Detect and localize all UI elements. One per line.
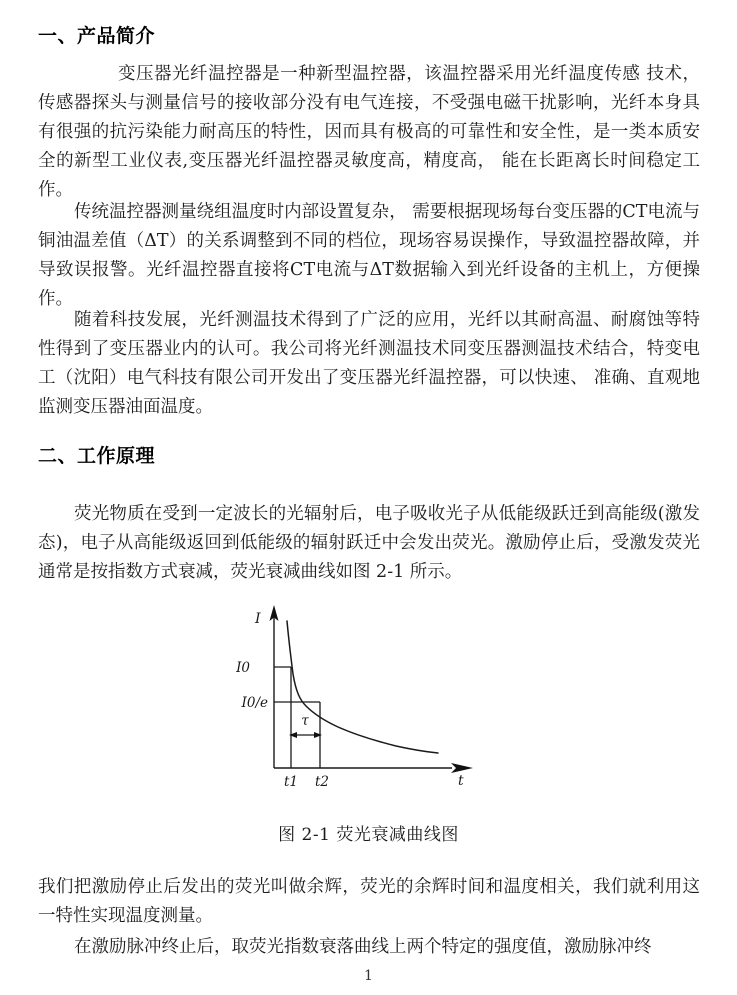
tau-arrow-left-icon	[289, 732, 297, 738]
x-tick-label-t2: t2	[314, 774, 330, 790]
paragraph-product-intro-1: 变压器光纤温控器是一种新型温控器，该温控器采用光纤温度传感 技术，传感器探头与测量信号的接收部分没有电气连接，不受强电磁干扰影响，光纤本身具有很强的抗污染能力耐高压的特性，因而具有极高的可靠性和安全性，是一类本质安全的新型工业仪表,变压器光纤温控器灵敏度高，精度高， 能在长距离长时间稳定工作。	[38, 63, 700, 200]
decay-curve-plot	[0, 588, 737, 828]
y-axis-label: I	[255, 611, 261, 627]
exponential-decay-curve	[287, 621, 438, 753]
paragraph-working-principle-3: 在激励脉冲终止后，取荧光指数衰落曲线上两个特定的强度值，激励脉冲终	[74, 936, 652, 957]
y-tick-label-I0-over-e: I0/e	[241, 695, 268, 711]
page-number: 1	[364, 968, 373, 984]
paragraph-working-principle-2: 我们把激励停止后发出的荧光叫做余辉，荧光的余辉时间和温度相关，我们就利用这一特性实现温度测量。	[38, 876, 700, 926]
figure-caption: 图 2-1 荧光衰减曲线图	[278, 825, 459, 845]
section-heading-working-principle: 二、工作原理	[38, 444, 156, 467]
paragraph-working-principle-1: 荧光物质在受到一定波长的光辐射后，电子吸收光子从低能级跃迁到高能级(激发态)，电子从高能级返回到低能级的辐射跃迁中会发出荧光。激励停止后，受激发荧光通常是按指数方式衰减，荧光衰减曲线如图 2-1 所示。	[38, 503, 700, 582]
figure-fluorescence-decay-curve	[0, 588, 737, 828]
x-axis-arrowhead-icon	[451, 763, 473, 773]
tau-annotation-label: τ	[301, 713, 309, 729]
y-tick-label-I0: I0	[236, 660, 250, 676]
x-axis-label: t	[458, 773, 464, 789]
paragraph-product-intro-3: 随着科技发展，光纤测温技术得到了广泛的应用，光纤以其耐高温、耐腐蚀等特性得到了变压器业内的认可。我公司将光纤测温技术同变压器测温技术结合，特变电工（沈阳）电气科技有限公司开发出了变压器光纤温控器，可以快速、 准确、直观地监测变压器油面温度。	[38, 309, 700, 417]
paragraph-product-intro-2: 传统温控器测量绕组温度时内部设置复杂， 需要根据现场每台变压器的CT电流与铜油温差值（ΔT）的关系调整到不同的档位，现场容易误操作，导致温控器故障，并导致误报警。光纤温控器直接将CT电流与ΔT数据输入到光纤设备的主机上，方便操作。	[38, 201, 700, 309]
tau-arrow-right-icon	[314, 732, 322, 738]
section-heading-product-intro: 一、产品简介	[38, 24, 156, 47]
x-tick-label-t1: t1	[283, 774, 299, 790]
